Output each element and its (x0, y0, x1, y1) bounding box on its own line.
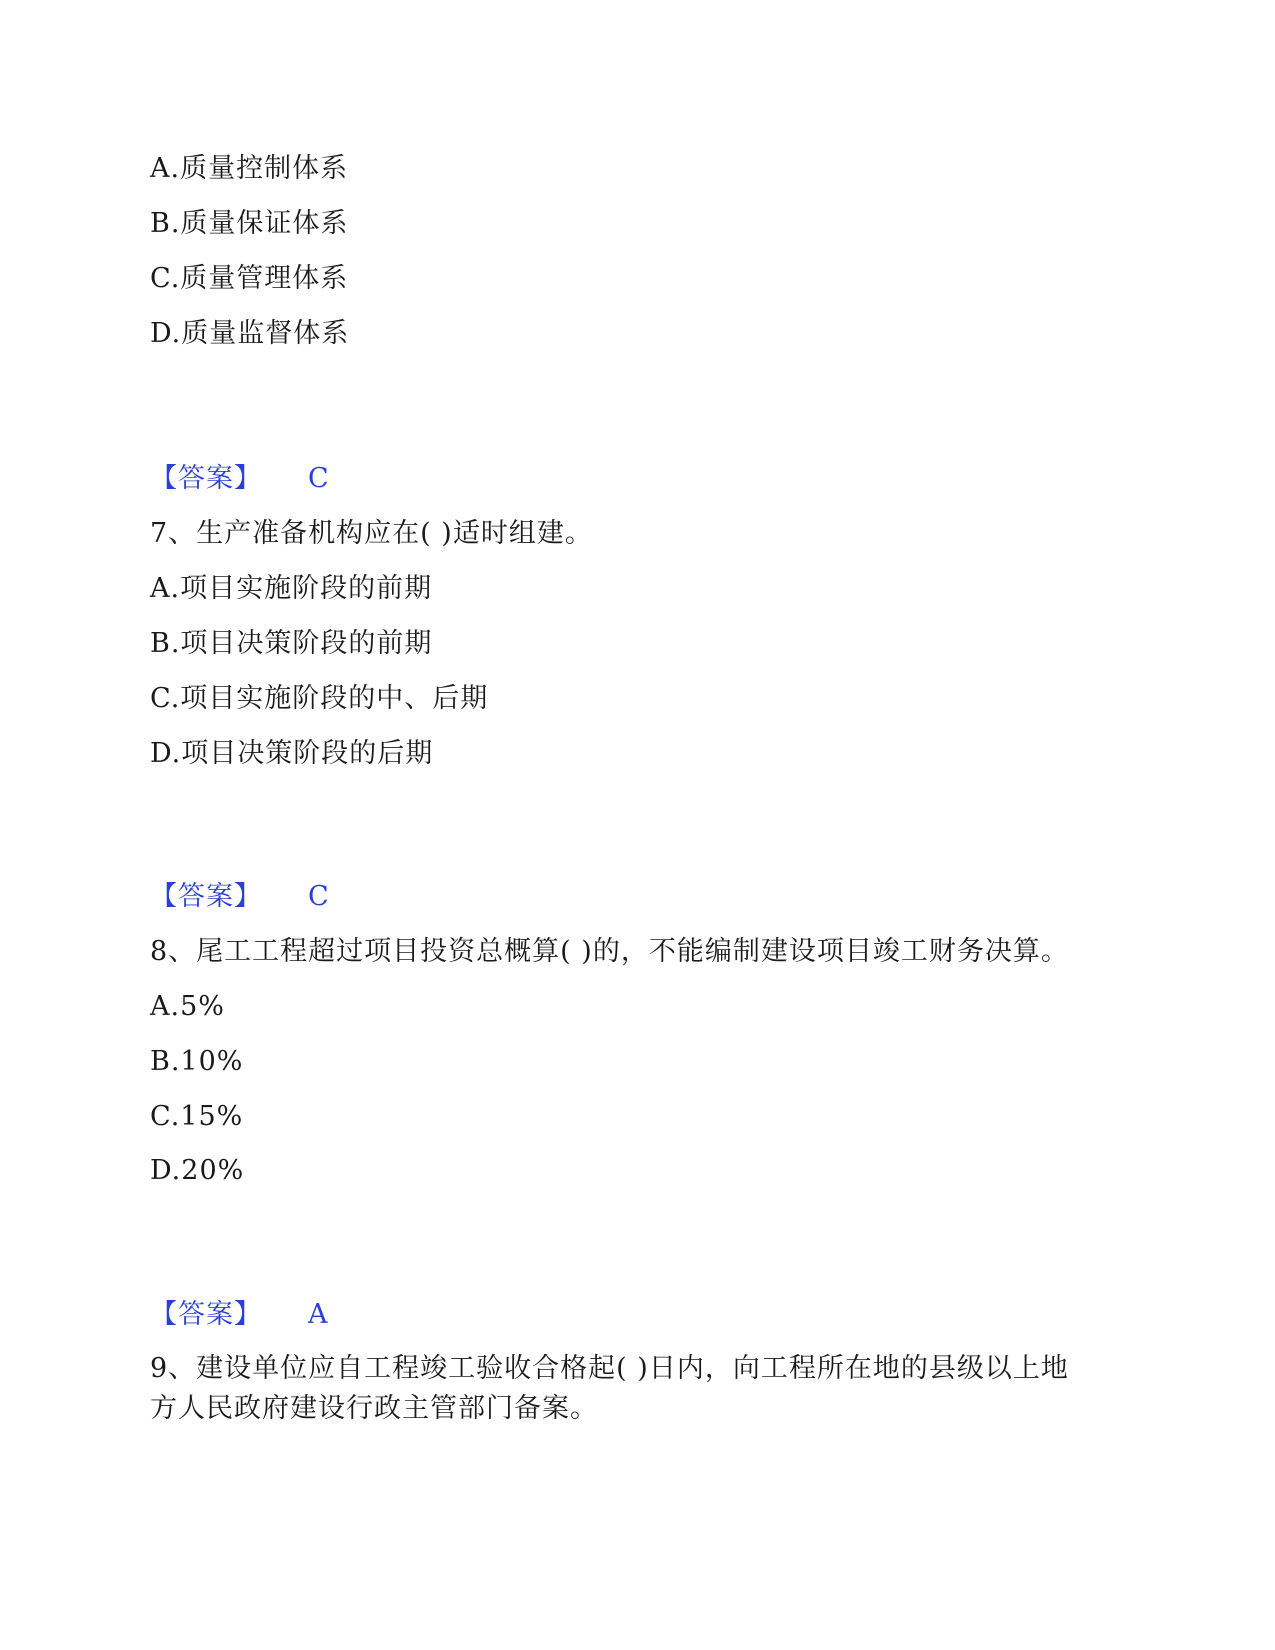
q8-option-d: D.20% (150, 1155, 245, 1186)
q9-question-line-1: 9、建设单位应自工程竣工验收合格起( )日内，向工程所在地的县级以上地 (150, 1353, 1069, 1384)
q8-answer (150, 1296, 328, 1334)
q7-option-b: B.项目决策阶段的前期 (150, 628, 433, 659)
q7-question: 7、生产准备机构应在( )适时组建。 (150, 518, 593, 549)
q6-option-a: A.质量控制体系 (150, 153, 349, 184)
q7-option-d: D.项目决策阶段的后期 (150, 738, 434, 769)
q8-option-a: A.5% (150, 991, 225, 1022)
answer-value: A (308, 1299, 328, 1330)
q8-question: 8、尾工工程超过项目投资总概算( )的，不能编制建设项目竣工财务决算。 (150, 936, 1069, 967)
q7-answer (150, 878, 329, 916)
q7-option-c: C.项目实施阶段的中、后期 (150, 683, 489, 714)
answer-value: C (308, 463, 329, 494)
q6-answer (150, 460, 329, 498)
q7-option-a: A.项目实施阶段的前期 (150, 573, 433, 604)
answer-label: 【答案】 (150, 463, 262, 494)
q6-option-b: B.质量保证体系 (150, 208, 349, 239)
answer-value: C (308, 881, 329, 912)
q9-question-line-2: 方人民政府建设行政主管部门备案。 (150, 1393, 598, 1424)
answer-label: 【答案】 (150, 1299, 262, 1330)
answer-label: 【答案】 (150, 881, 262, 912)
q8-option-c: C.15% (150, 1101, 244, 1132)
q8-option-b: B.10% (150, 1046, 244, 1077)
q6-option-d: D.质量监督体系 (150, 318, 350, 349)
q6-option-c: C.质量管理体系 (150, 263, 349, 294)
